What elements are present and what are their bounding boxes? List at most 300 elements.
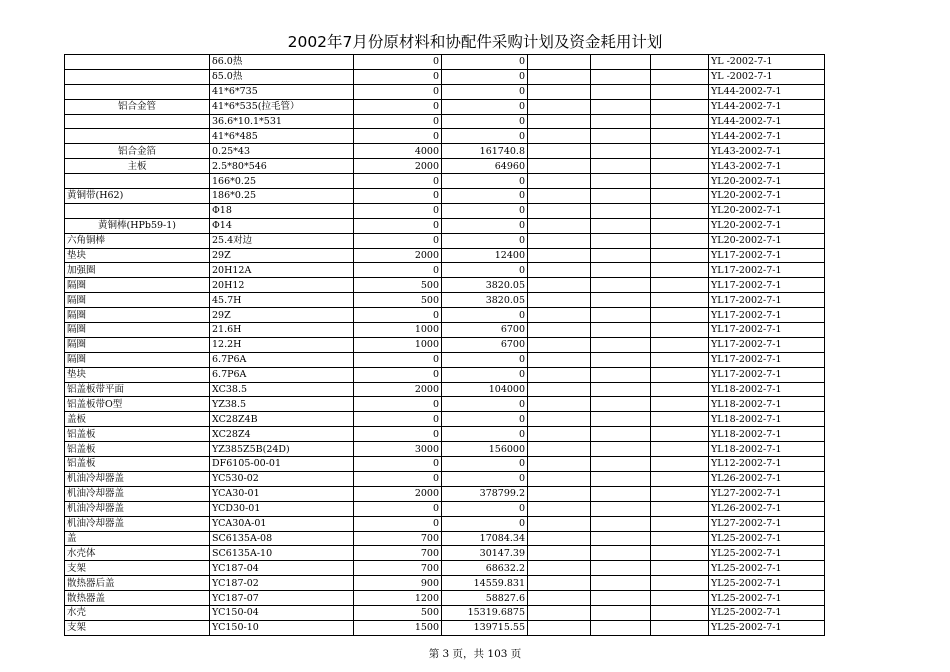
table-row [65,382,825,397]
spec-cell: 0.25*43 [210,144,354,159]
quantity-cell: 0 [354,367,442,382]
table-row [65,159,825,174]
plan-ref-cell: YL44-2002-7-1 [709,129,825,144]
spec-cell: YC150-10 [210,620,354,635]
item-name-cell: 隔圈 [65,352,210,367]
empty-cell [591,308,651,323]
empty-cell [591,516,651,531]
plan-ref-cell: YL -2002-7-1 [709,55,825,70]
empty-cell [651,293,709,308]
spec-cell: 186*0.25 [210,189,354,204]
amount-cell: 0 [442,84,528,99]
plan-ref-cell: YL20-2002-7-1 [709,218,825,233]
empty-cell [591,457,651,472]
spec-cell: 41*6*535(拉毛管） [210,99,354,114]
empty-cell [528,308,591,323]
empty-cell [651,620,709,635]
table-row [65,144,825,159]
empty-cell [651,412,709,427]
table-row [65,84,825,99]
item-name-cell: 黄铜棒(HPb59-1) [65,218,210,233]
empty-cell [528,55,591,70]
amount-cell: 0 [442,174,528,189]
plan-ref-cell: YL43-2002-7-1 [709,159,825,174]
table-row [65,516,825,531]
table-row [65,248,825,263]
quantity-cell: 4000 [354,144,442,159]
amount-cell: 0 [442,203,528,218]
empty-cell [651,531,709,546]
table-row [65,218,825,233]
item-name-cell: 机油冷却器盖 [65,471,210,486]
spec-cell: XC28Z4 [210,427,354,442]
empty-cell [528,412,591,427]
item-name-cell: 铝合金管 [65,99,210,114]
plan-ref-cell: YL27-2002-7-1 [709,486,825,501]
quantity-cell: 700 [354,561,442,576]
empty-cell [528,427,591,442]
empty-cell [591,337,651,352]
empty-cell [528,352,591,367]
empty-cell [528,620,591,635]
empty-cell [651,471,709,486]
item-name-cell: 散热器盖 [65,591,210,606]
empty-cell [591,129,651,144]
empty-cell [528,471,591,486]
table-row [65,471,825,486]
quantity-cell: 0 [354,457,442,472]
amount-cell: 17084.34 [442,531,528,546]
table-row [65,442,825,457]
empty-cell [528,397,591,412]
quantity-cell: 0 [354,397,442,412]
spec-cell: YC187-04 [210,561,354,576]
plan-ref-cell: YL18-2002-7-1 [709,442,825,457]
empty-cell [591,174,651,189]
amount-cell: 0 [442,501,528,516]
item-name-cell: 隔圈 [65,308,210,323]
quantity-cell: 900 [354,576,442,591]
amount-cell: 156000 [442,442,528,457]
spec-cell: YC187-07 [210,591,354,606]
table-row [65,561,825,576]
empty-cell [528,278,591,293]
empty-cell [591,248,651,263]
quantity-cell: 0 [354,263,442,278]
amount-cell: 0 [442,471,528,486]
quantity-cell: 0 [354,501,442,516]
spec-cell: 36.6*10.1*531 [210,114,354,129]
procurement-table [64,54,825,636]
empty-cell [651,516,709,531]
empty-cell [591,531,651,546]
spec-cell: DF6105-00-01 [210,457,354,472]
empty-cell [651,442,709,457]
quantity-cell: 1200 [354,591,442,606]
item-name-cell: 垫块 [65,367,210,382]
empty-cell [528,337,591,352]
table-row [65,531,825,546]
empty-cell [591,352,651,367]
page-footer: 第 3 页，共 103 页 [428,648,522,660]
amount-cell: 0 [442,263,528,278]
spec-cell: 41*6*485 [210,129,354,144]
page-title: 2002年7月份原材料和协配件采购计划及资金耗用计划 [287,33,663,51]
empty-cell [528,218,591,233]
empty-cell [591,159,651,174]
empty-cell [591,367,651,382]
quantity-cell: 2000 [354,159,442,174]
empty-cell [651,605,709,620]
plan-ref-cell: YL18-2002-7-1 [709,397,825,412]
item-name-cell: 支架 [65,620,210,635]
quantity-cell: 0 [354,352,442,367]
empty-cell [528,457,591,472]
empty-cell [591,605,651,620]
amount-cell: 64960 [442,159,528,174]
item-name-cell: 盖 [65,531,210,546]
quantity-cell: 0 [354,55,442,70]
plan-ref-cell: YL17-2002-7-1 [709,323,825,338]
empty-cell [651,159,709,174]
empty-cell [528,248,591,263]
table-row [65,203,825,218]
quantity-cell: 0 [354,129,442,144]
table-row [65,427,825,442]
quantity-cell: 1500 [354,620,442,635]
spec-cell: YCD30-01 [210,501,354,516]
plan-ref-cell: YL17-2002-7-1 [709,337,825,352]
table-row [65,293,825,308]
plan-ref-cell: YL18-2002-7-1 [709,427,825,442]
item-name-cell [65,129,210,144]
quantity-cell: 0 [354,308,442,323]
amount-cell: 58827.6 [442,591,528,606]
item-name-cell: 铝盖板 [65,427,210,442]
amount-cell: 12400 [442,248,528,263]
empty-cell [528,84,591,99]
plan-ref-cell: YL44-2002-7-1 [709,114,825,129]
empty-cell [528,129,591,144]
quantity-cell: 0 [354,203,442,218]
amount-cell: 0 [442,218,528,233]
plan-ref-cell: YL25-2002-7-1 [709,605,825,620]
spec-cell: 41*6*735 [210,84,354,99]
item-name-cell: 机油冷却器盖 [65,486,210,501]
empty-cell [591,55,651,70]
empty-cell [651,337,709,352]
plan-ref-cell: YL26-2002-7-1 [709,501,825,516]
empty-cell [591,144,651,159]
spec-cell: YCA30A-01 [210,516,354,531]
item-name-cell: 铝盖板 [65,442,210,457]
table-row [65,99,825,114]
plan-ref-cell: YL20-2002-7-1 [709,189,825,204]
quantity-cell: 0 [354,174,442,189]
table-row [65,457,825,472]
item-name-cell: 盖板 [65,412,210,427]
amount-cell: 6700 [442,323,528,338]
spec-cell: 25.4对边 [210,233,354,248]
item-name-cell: 黄铜带(H62) [65,189,210,204]
quantity-cell: 0 [354,516,442,531]
quantity-cell: 2000 [354,486,442,501]
spec-cell: YCA30-01 [210,486,354,501]
spec-cell: 12.2H [210,337,354,352]
table-row [65,620,825,635]
amount-cell: 0 [442,367,528,382]
empty-cell [591,69,651,84]
amount-cell: 0 [442,129,528,144]
table-row [65,323,825,338]
table-row [65,546,825,561]
empty-cell [651,352,709,367]
amount-cell: 0 [442,457,528,472]
table-row [65,501,825,516]
table-row [65,576,825,591]
plan-ref-cell: YL17-2002-7-1 [709,308,825,323]
table-row [65,412,825,427]
plan-ref-cell: YL17-2002-7-1 [709,278,825,293]
item-name-cell: 隔圈 [65,293,210,308]
amount-cell: 15319.6875 [442,605,528,620]
table-row [65,263,825,278]
empty-cell [591,471,651,486]
table-row [65,129,825,144]
empty-cell [651,174,709,189]
table-row [65,308,825,323]
empty-cell [591,263,651,278]
plan-ref-cell: YL18-2002-7-1 [709,382,825,397]
empty-cell [651,144,709,159]
amount-cell: 0 [442,55,528,70]
spec-cell: SC6135A-10 [210,546,354,561]
item-name-cell: 机油冷却器盖 [65,516,210,531]
spec-cell: 6.7P6A [210,367,354,382]
amount-cell: 161740.8 [442,144,528,159]
item-name-cell: 散热器后盖 [65,576,210,591]
empty-cell [591,412,651,427]
empty-cell [591,501,651,516]
table-row [65,114,825,129]
empty-cell [651,248,709,263]
plan-ref-cell: YL20-2002-7-1 [709,203,825,218]
spec-cell: 21.6H [210,323,354,338]
empty-cell [591,591,651,606]
plan-ref-cell: YL -2002-7-1 [709,69,825,84]
amount-cell: 68632.2 [442,561,528,576]
amount-cell: 104000 [442,382,528,397]
empty-cell [528,382,591,397]
plan-ref-cell: YL27-2002-7-1 [709,516,825,531]
item-name-cell: 六角铜棒 [65,233,210,248]
empty-cell [651,501,709,516]
empty-cell [591,427,651,442]
empty-cell [591,278,651,293]
empty-cell [591,189,651,204]
table-row [65,397,825,412]
plan-ref-cell: YL25-2002-7-1 [709,576,825,591]
empty-cell [528,114,591,129]
empty-cell [528,501,591,516]
empty-cell [528,516,591,531]
spec-cell: YC530-02 [210,471,354,486]
table-row [65,352,825,367]
empty-cell [651,233,709,248]
table-row [65,337,825,352]
amount-cell: 0 [442,189,528,204]
amount-cell: 0 [442,99,528,114]
amount-cell: 0 [442,114,528,129]
amount-cell: 0 [442,516,528,531]
spec-cell: 20H12 [210,278,354,293]
quantity-cell: 0 [354,233,442,248]
spec-cell: YZ385Z5B(24D) [210,442,354,457]
empty-cell [651,308,709,323]
plan-ref-cell: YL12-2002-7-1 [709,457,825,472]
empty-cell [528,486,591,501]
empty-cell [528,531,591,546]
amount-cell: 378799.2 [442,486,528,501]
empty-cell [651,99,709,114]
quantity-cell: 3000 [354,442,442,457]
quantity-cell: 2000 [354,248,442,263]
item-name-cell: 铝合金箔 [65,144,210,159]
spec-cell: YC150-04 [210,605,354,620]
plan-ref-cell: YL17-2002-7-1 [709,367,825,382]
item-name-cell [65,203,210,218]
empty-cell [651,114,709,129]
table-row [65,233,825,248]
empty-cell [591,233,651,248]
item-name-cell [65,55,210,70]
empty-cell [651,55,709,70]
spec-cell: 29Z [210,308,354,323]
spec-cell: 20H12A [210,263,354,278]
amount-cell: 6700 [442,337,528,352]
empty-cell [591,114,651,129]
amount-cell: 0 [442,352,528,367]
item-name-cell: 加强圈 [65,263,210,278]
empty-cell [591,397,651,412]
empty-cell [591,576,651,591]
empty-cell [528,203,591,218]
empty-cell [651,218,709,233]
empty-cell [651,546,709,561]
empty-cell [651,576,709,591]
amount-cell: 30147.39 [442,546,528,561]
empty-cell [591,84,651,99]
empty-cell [591,293,651,308]
empty-cell [528,174,591,189]
empty-cell [651,397,709,412]
quantity-cell: 500 [354,278,442,293]
empty-cell [591,382,651,397]
amount-cell: 0 [442,233,528,248]
item-name-cell: 隔圈 [65,278,210,293]
empty-cell [651,69,709,84]
spec-cell: SC6135A-08 [210,531,354,546]
empty-cell [591,203,651,218]
amount-cell: 0 [442,397,528,412]
item-name-cell: 机油冷却器盖 [65,501,210,516]
empty-cell [591,486,651,501]
plan-ref-cell: YL17-2002-7-1 [709,263,825,278]
amount-cell: 14559.831 [442,576,528,591]
spec-cell: Φ18 [210,203,354,218]
empty-cell [651,203,709,218]
empty-cell [591,218,651,233]
item-name-cell: 垫块 [65,248,210,263]
spec-cell: YZ38.5 [210,397,354,412]
table-row [65,486,825,501]
amount-cell: 0 [442,308,528,323]
amount-cell: 0 [442,412,528,427]
empty-cell [651,591,709,606]
quantity-cell: 700 [354,531,442,546]
spec-cell: 166*0.25 [210,174,354,189]
empty-cell [591,323,651,338]
item-name-cell: 铝盖板 [65,457,210,472]
empty-cell [651,486,709,501]
spec-cell: XC38.5 [210,382,354,397]
empty-cell [651,367,709,382]
item-name-cell [65,69,210,84]
plan-ref-cell: YL17-2002-7-1 [709,248,825,263]
amount-cell: 139715.55 [442,620,528,635]
plan-ref-cell: YL25-2002-7-1 [709,531,825,546]
item-name-cell [65,114,210,129]
empty-cell [651,323,709,338]
empty-cell [528,159,591,174]
quantity-cell: 1000 [354,323,442,338]
quantity-cell: 500 [354,605,442,620]
amount-cell: 0 [442,427,528,442]
spec-cell: 6.7P6A [210,352,354,367]
plan-ref-cell: YL26-2002-7-1 [709,471,825,486]
empty-cell [528,546,591,561]
plan-ref-cell: YL44-2002-7-1 [709,84,825,99]
empty-cell [651,427,709,442]
quantity-cell: 0 [354,412,442,427]
empty-cell [528,591,591,606]
quantity-cell: 0 [354,218,442,233]
empty-cell [528,293,591,308]
quantity-cell: 0 [354,114,442,129]
quantity-cell: 0 [354,427,442,442]
table-row [65,174,825,189]
item-name-cell: 铝盖板带O型 [65,397,210,412]
item-name-cell: 隔圈 [65,323,210,338]
empty-cell [651,129,709,144]
item-name-cell: 铝盖板带平面 [65,382,210,397]
plan-ref-cell: YL25-2002-7-1 [709,591,825,606]
item-name-cell: 支架 [65,561,210,576]
empty-cell [651,189,709,204]
empty-cell [651,84,709,99]
spec-cell: 29Z [210,248,354,263]
plan-ref-cell: YL17-2002-7-1 [709,293,825,308]
table-row [65,55,825,70]
plan-ref-cell: YL25-2002-7-1 [709,561,825,576]
empty-cell [591,561,651,576]
spec-cell: YC187-02 [210,576,354,591]
plan-ref-cell: YL20-2002-7-1 [709,233,825,248]
item-name-cell: 隔圈 [65,337,210,352]
quantity-cell: 0 [354,99,442,114]
empty-cell [528,323,591,338]
empty-cell [591,546,651,561]
